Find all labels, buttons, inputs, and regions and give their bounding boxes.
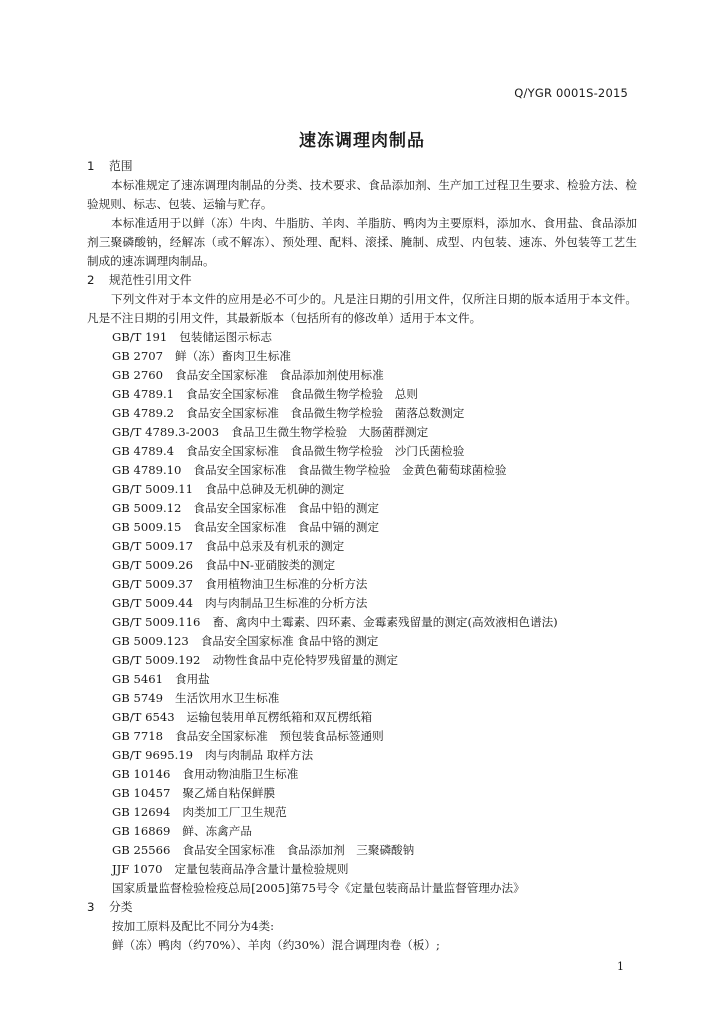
reference-code: GB/T 5009.11 xyxy=(112,482,194,496)
reference-title: 食品安全国家标准 食品中镉的测定 xyxy=(193,520,379,534)
paragraph: 本标准适用于以鲜（冻）牛肉、牛脂肪、羊肉、羊脂肪、鸭肉为主要原料，添加水、食用盐、食品添加剂三聚磷酸钠，经解冻（或不解冻）、预处理、配料、滚揉、腌制、成型、内包装、速冻、外包装等工艺生制成的速冻调理肉制品。 xyxy=(87,216,637,268)
reference-item xyxy=(87,651,637,670)
reference-code: GB 25566 xyxy=(112,843,171,857)
reference-item xyxy=(87,499,637,518)
paragraph: 下列文件对于本文件的应用是必不可少的。凡是注日期的引用文件，仅所注日期的版本适用于本文件。凡是不注日期的引用文件，其最新版本（包括所有的修改单）适用于本文件。 xyxy=(87,292,637,325)
reference-title: 食品安全国家标准 食品微生物学检验 沙门氏菌检验 xyxy=(186,444,465,458)
reference-title: 食品中总砷及无机砷的测定 xyxy=(205,482,345,496)
reference-code: GB 10146 xyxy=(112,767,171,781)
reference-item xyxy=(87,765,637,784)
reference-code: GB 5461 xyxy=(112,672,163,686)
reference-item xyxy=(87,537,637,556)
reference-item xyxy=(87,689,637,708)
reference-code: GB 10457 xyxy=(112,786,171,800)
reference-title: 肉类加工厂卫生规范 xyxy=(182,805,287,819)
section-title: 范围 xyxy=(109,159,133,173)
section-number: 1 xyxy=(87,159,95,173)
reference-item xyxy=(87,841,637,860)
reference-title: 动物性食品中克伦特罗残留量的测定 xyxy=(212,653,398,667)
reference-item xyxy=(87,784,637,803)
reference-code: GB/T 5009.44 xyxy=(112,596,194,610)
section-title: 分类 xyxy=(109,900,133,914)
reference-item xyxy=(87,404,637,423)
reference-list xyxy=(87,328,637,879)
reference-item: 国家质量监督检验检疫总局[2005]第75号令《定量包装商品计量监督管理办法》 xyxy=(112,881,525,895)
reference-code: GB 16869 xyxy=(112,824,171,838)
reference-title: 运输包装用单瓦楞纸箱和双瓦楞纸箱 xyxy=(186,710,373,724)
reference-item xyxy=(87,860,637,879)
reference-title: 包装储运图示标志 xyxy=(179,330,273,344)
reference-item xyxy=(87,328,637,347)
reference-code: GB 2707 xyxy=(112,349,163,363)
reference-code: GB 12694 xyxy=(112,805,171,819)
section-heading-classification xyxy=(87,898,637,917)
reference-code: GB/T 9695.19 xyxy=(112,748,194,762)
reference-code: GB/T 5009.192 xyxy=(112,653,201,667)
reference-code: GB 7718 xyxy=(112,729,163,743)
reference-title: 食品卫生微生物学检验 大肠菌群测定 xyxy=(231,425,429,439)
reference-title: 定量包装商品净含量计量检验规则 xyxy=(174,862,349,876)
reference-title: 肉与肉制品卫生标准的分析方法 xyxy=(205,596,368,610)
reference-title: 食品安全国家标准 食品添加剂使用标准 xyxy=(174,368,384,382)
reference-item xyxy=(87,594,637,613)
reference-code: GB/T 5009.17 xyxy=(112,539,194,553)
section-heading-scope xyxy=(87,157,637,176)
reference-item xyxy=(87,746,637,765)
reference-item xyxy=(87,822,637,841)
reference-code: GB 4789.4 xyxy=(112,444,175,458)
section-title: 规范性引用文件 xyxy=(109,273,192,287)
classification-line: 按加工原料及配比不同分为4类: xyxy=(112,919,275,933)
reference-item xyxy=(87,442,637,461)
section-number: 3 xyxy=(87,900,95,914)
reference-code: GB/T 191 xyxy=(112,330,168,344)
reference-code: GB/T 5009.26 xyxy=(112,558,194,572)
paragraph: 本标准规定了速冻调理肉制品的分类、技术要求、食品添加剂、生产加工过程卫生要求、检验方法、检验规则、标志、包装、运输与贮存。 xyxy=(87,178,637,211)
reference-title: 食用动物油脂卫生标准 xyxy=(182,767,299,781)
reference-code: GB/T 5009.37 xyxy=(112,577,194,591)
reference-item xyxy=(87,518,637,537)
reference-title: 食品安全国家标准 预包装食品标签通则 xyxy=(174,729,384,743)
reference-title: 鲜、冻禽产品 xyxy=(182,824,252,838)
reference-item xyxy=(87,480,637,499)
reference-item xyxy=(87,708,637,727)
reference-item xyxy=(87,556,637,575)
reference-code: GB/T 5009.116 xyxy=(112,615,201,629)
reference-code: GB 2760 xyxy=(112,368,163,382)
reference-item xyxy=(87,727,637,746)
page-number: 1 xyxy=(617,960,624,973)
reference-item xyxy=(87,423,637,442)
reference-code: GB/T 6543 xyxy=(112,710,175,724)
reference-code: GB 5749 xyxy=(112,691,163,705)
reference-code: GB 4789.1 xyxy=(112,387,175,401)
reference-code: GB 5009.12 xyxy=(112,501,182,515)
reference-title: 食品安全国家标准 食品添加剂 三聚磷酸钠 xyxy=(182,843,415,857)
reference-item xyxy=(87,803,637,822)
reference-title: 食用盐 xyxy=(174,672,210,686)
document-title: 速冻调理肉制品 xyxy=(299,131,425,151)
reference-item xyxy=(87,670,637,689)
reference-title: 食品安全国家标准 食品微生物学检验 金黄色葡萄球菌检验 xyxy=(193,463,507,477)
reference-item xyxy=(87,575,637,594)
standard-code: Q/YGR 0001S-2015 xyxy=(514,86,628,100)
reference-code: GB 5009.15 xyxy=(112,520,182,534)
reference-item xyxy=(87,347,637,366)
reference-code: GB 4789.10 xyxy=(112,463,182,477)
reference-code: GB/T 4789.3-2003 xyxy=(112,425,220,439)
reference-title: 食品安全国家标准 食品微生物学检验 总则 xyxy=(186,387,418,401)
reference-code: GB 4789.2 xyxy=(112,406,175,420)
reference-title: 食用植物油卫生标准的分析方法 xyxy=(205,577,368,591)
section-number: 2 xyxy=(87,273,95,287)
reference-title: 聚乙烯自粘保鲜膜 xyxy=(182,786,276,800)
reference-item xyxy=(87,385,637,404)
reference-title: 食品安全国家标准 食品微生物学检验 菌落总数测定 xyxy=(186,406,465,420)
reference-code: GB 5009.123 xyxy=(112,634,189,648)
reference-item xyxy=(87,632,637,651)
classification-line: 鲜（冻）鸭肉（约70%）、羊肉（约30%）混合调理肉卷（板）; xyxy=(112,938,440,952)
reference-title: 食品中N-亚硝胺类的测定 xyxy=(205,558,336,572)
reference-title: 食品安全国家标准 食品中铬的测定 xyxy=(200,634,379,648)
reference-title: 鲜（冻）畜肉卫生标准 xyxy=(174,349,291,363)
reference-item xyxy=(87,461,637,480)
reference-code: JJF 1070 xyxy=(112,862,163,876)
section-heading-normative-references xyxy=(87,271,637,290)
reference-item xyxy=(87,613,637,632)
reference-title: 肉与肉制品 取样方法 xyxy=(205,748,314,762)
reference-title: 食品中总汞及有机汞的测定 xyxy=(205,539,345,553)
document-body xyxy=(87,157,637,955)
reference-title: 生活饮用水卫生标准 xyxy=(174,691,280,705)
reference-title: 畜、禽肉中土霉素、四环素、金霉素残留量的测定(高效液相色谱法) xyxy=(212,615,558,629)
reference-title: 食品安全国家标准 食品中铅的测定 xyxy=(193,501,379,515)
reference-item xyxy=(87,366,637,385)
